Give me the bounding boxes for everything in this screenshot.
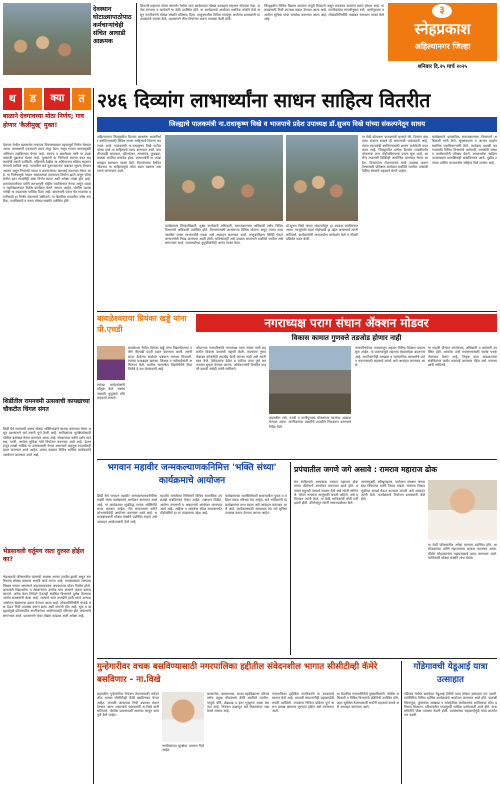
story-mid-right-photo <box>428 480 497 540</box>
story-mid-right-text-2: व्यसनमुक्ती, स्त्रीभ्रूणहत्या, पर्यावरण संरक्षण यांसारख्या विषयांवर त्यांनी विचार मांडले. संतांच्या शिकवणुकीचा आदर्श घेऊन वाटचाल करावी असे आवाहन त्यांनी केले. कार्यक्रमाचे नियोजन ग्रामस्थांनी केले होते. <box>361 480 425 502</box>
story-mid-left-text-2: महावीर जयंतीच्या निमित्ताने विविध सामाजिक उपक्रमही राबविण्यात येणार आहेत. रक्तदान शिबिर, आरोग्य तपासणी व अन्नदानाचे आयोजन करण्यात आले आहे. अहिंसा व शांततेचा संदेश समाजापर्यंत पोहोचविणे हा या उपक्रमाचा उद्देश आहे. <box>160 494 222 516</box>
logo-box <box>388 3 497 61</box>
left-column-divider <box>93 88 94 784</box>
story-mid-left-title: भगवान महावीर जन्मकल्याणकनिमित्त 'भक्ति संध्या' कार्यक्रमाचे आयोजन <box>107 463 277 486</box>
story-bottom-left-text-5: या बैठकीस नगरपालिकेचे मुख्याधिकारी, पोलीस अधिकारी व विविध विभागांचे प्रतिनिधी उपस्थित होते. शहर सुरक्षित ठेवण्यासाठी सर्वांनी सहकार्य करावे असे आवाहन करण्यात आले. <box>337 692 399 709</box>
logo-number: ३ <box>432 4 452 18</box>
tag-letter-1: थ <box>3 88 22 110</box>
tag-strip <box>3 88 91 110</box>
story-bottom-left-photo <box>162 692 204 742</box>
logo-subtitle: अहिल्यानगर जिल्हा <box>414 42 471 51</box>
main-story-col-1: अहिल्यानगर जिल्ह्यातील दिव्यांग बांधवांना आत्मनिर्भर बनविण्यासाठी विविध साधन साहित्याचे वितरण करण्यात आले. पालकमंत्री ना.राधाकृष्ण विखे पाटील यांच्या हस्ते या साहित्याचे वाटप करण्यात आले. यात तीनचाकी सायकल, व्हीलचेअर, श्रवणयंत्र, कुबड्या, काठ्या आदींचा समावेश होता. लाभार्थ्यांनी या उपक्रमाबद्दल समाधान व्यक्त केले. दिव्यांगांच्या दैनंदिन जीवनात या साहित्यामुळे मोठा बदल घडणार असल्याचे सांगण्यात आले. <box>97 135 161 174</box>
left-story-text-3: भेडसावली परिसरातील रस्त्याची अवस्था अत्यंत दयनीय झाली असून नागरिकांना मोठ्या त्रासाला सामोरे जावे लागत आहे. पावसाळ्यात रस्त्यावर चिखल साचत असल्याने वाहनचालकांना अपघाताचा धोका निर्माण होतो. शाळकरी विद्यार्थ्यांना व शेतकऱ्यांना दररोज याच रस्त्याने प्रवास करावा लागतो. अनेक वेळा निवेदने देऊनही संबंधित विभागाने दुर्लक्ष केल्याचा आरोप ग्रामस्थांनी केला आहे. रस्त्याचे काम तातडीने हाती घ्यावे अन्यथा आंदोलन छेडण्याचा इशारा देण्यात आला आहे. लोकप्रतिनिधींनी याकडे लक्ष देऊन निधी उपलब्ध करून द्यावा अशी मागणी होत आहे. धूळ व खड्ड्यांमुळे परिसरातील नागरिकांच्या आरोग्यावरही परिणाम होत असल्याचे सांगण्यात आले. प्रशासनाने यावर तोडगा काढावा अशी अपेक्षा आहे. <box>3 575 91 618</box>
column-divider <box>136 3 137 85</box>
story-left-text: बावळेश्वर येथील प्रियंका खड्डे यांना विद्यापीठाच्या वतीने पीएचडी पदवी प्रदान करण्यात आली. त्यांनी सादर केलेल्या संशोधन प्रबंधास मान्यता मिळाली. त्यांच्या यशाबद्दल ग्रामस्थ, शिक्षक व नातेवाईकांनी अभिनंदन केले. ग्रामीण भागातील विद्यार्थिनीने मिळविलेले हे यश प्रेरणादायी आहे. <box>128 346 192 372</box>
author-photo <box>97 346 125 380</box>
main-subhead: जिल्ह्याचे पालकमंत्री ना.राधाकृष्ण विखे व भाजपाचे प्रदेश उपाध्यक्ष डॉ.सुजय विखे यांच्या संकल्पनेतून साधय <box>168 120 426 128</box>
main-story-col-5: कार्यक्रमाचे प्रास्ताविक समाजकल्याण विभागाचे अधिकारी यांनी केले. सूत्रसंचालन व आभार प्रदर्शन स्थानिक पदाधिकाऱ्यांनी केले. कार्यक्रम यशस्वी करण्यासाठी विविध विभागांचे कर्मचारी, स्वयंसेवी संस्था व कार्यकर्त्यांनी परिश्रम घेतले. लाभार्थ्यांना साहित्य वापराबाबत प्रात्यक्षिकही दाखविण्यात आले. पुढील टप्प्यात उर्वरित लाभार्थ्यांना साहित्य दिले जाणार आहे. <box>432 135 497 165</box>
story-right-title-bar <box>196 314 497 332</box>
story-bottom-left-title: गुन्हेगारीवर वचक बसविण्यासाठी नगरपालिका हद्दीतील संवेदनशील भागात सीसीटीव्ही कॅमेरे बसविणार - ना.विखे <box>97 662 378 685</box>
masthead-news-text-1: शिवाजी महाराज यांच्या संगमनेर येथील भव्य कार्यक्रमात मोठ्या उत्साहात सहभाग नोंदवला गेला. अनेक मान्यवर व कार्यकर्ते या वेळी उपस्थित होते. या कार्यक्रमाचे आयोजन स्थानिक संस्थेने केले असून नागरिकांनी मोठ्या संख्येने प्रतिसाद दिला. तालुक्यातील विविध गावांतून आलेल्या ग्रामस्थांनी या उपक्रमाचे स्वागत केले. प्रशासनाने योग्य नियोजन करून व्यवस्था केली होती. <box>140 4 260 21</box>
story-right-subtitle: विकास कामात गुणवत्ते तडजोड होणार नाही <box>291 334 402 342</box>
story-bottom-right-title: गोंडेगावची येडूआई यात्रा उत्साहात <box>413 662 488 685</box>
bottom-column-divider <box>401 661 402 784</box>
main-story-col-4: या वेळी बोलताना पालकमंत्री म्हणाले की, दिव्यांग बांधवांचा सन्मान राखणे ही समाजाची जबाबदारी आहे. त्यांना स्वावलंबी बनविण्यासाठी शासन सर्वतोपरी मदत करत आहे. जिल्ह्यातील प्रत्येक दिव्यांग व्यक्तीपर्यंत योजनांचा लाभ पोहोचविण्याचा प्रयत्न सुरू आहे. आरोग्य तपासणी शिबिरेही आयोजित करण्यात येणार आहेत. दिव्यांगांना रोजगाराच्या संधी उपलब्ध करून देण्यासाठी प्रशिक्षण कार्यक्रम राबविले जातील. यासाठी विविध संस्थांचे सहकार्य घेतले जाईल. <box>362 135 428 174</box>
tag-letter-4: त <box>72 88 91 110</box>
story-right-title: नगराध्यक्ष पराग संधान ॲक्शन मोडवर <box>264 316 429 330</box>
main-story-col-2: कार्यक्रमास जिल्हाधिकारी, मुख्य कार्यकारी अधिकारी, समाजकल्याण अधिकारी तसेच विविध विभागांचे अधिकारी उपस्थित होते. दिव्यांगांसाठी शासनाच्या विविध योजना असून त्याचा लाभ जास्तीत जास्त लाभार्थ्यांनी घ्यावा असे आवाहन करण्यात आले. तालुकानिहाय शिबिरे घेऊन लाभार्थ्यांची निवड करण्यात आली होती. भविष्यातही असे उपक्रम सातत्याने राबविले जातील असे सांगण्यात आले. लाभार्थ्यांच्या कुटुंबीयांनीही आनंद व्यक्त केला. <box>165 224 283 246</box>
story-right-text-1: कोपरगाव नगरपरिषदेचे नगराध्यक्ष पराग संधान यांनी शहरातील विकास कामांची पाहणी केली. कामाच्या गुणवत्तेबाबत कोणतीही तडजोड केली जाणार नाही असे त्यांनी स्पष्ट केले. ठेकेदारांना वेळेत व दर्जेदार काम पूर्ण करण्याच्या सूचना देण्यात आल्या. अधिकाऱ्यांनी नियमित पाहणी करावी असेही त्यांनी सांगितले. <box>196 346 266 372</box>
story-bottom-left-text-4: नगरपालिका हद्दीतील नागरिकांनी या उपक्रमाचे स्वागत केले आहे. व्यापारी संघटनांनीही सहकार्याची तयारी दर्शविली. लवकरच निविदा प्रक्रिया पूर्ण करून प्रत्यक्ष कामाला सुरुवात होईल असे सांगण्यात आले. <box>272 692 334 714</box>
section-divider-3 <box>97 658 497 659</box>
main-story-photo-2 <box>286 135 358 221</box>
story-mid-left-text-1: शिर्डी येथे भगवान महावीर जन्मकल्याणकनिमित्त भक्ती संध्या कार्यक्रमाचे आयोजन करण्यात आले आहे. या कार्यक्रमात सुप्रसिद्ध गायक भक्तिगीते सादर करणार आहेत. जैन समाजाच्या वतीने शोभायात्रेचेही आयोजन करण्यात आले आहे. समाजबांधवांनी मोठ्या संख्येने उपस्थित राहावे असे आवाहन आयोजकांनी केले आहे. <box>97 494 157 524</box>
left-subheadline-2: भेडसावली धर्तूमय रस्ता दुरुस्त होईल का? <box>3 548 85 564</box>
section-divider-2 <box>97 459 497 460</box>
left-top-headline: देवस्थान घोटाळ्यापाठोपाठ कर्मचाऱ्यांचेही संचित आघाडी आक्रमक <box>93 6 132 45</box>
story-mid-right-text-1: संत साहित्याचे अभ्यासक रामराव महाराज ढोक यांच्या कीर्तनाचे आयोजन करण्यात आले होते. प्रपंचात राहूनही परमार्थ साधता येतो असे त्यांनी सांगितले. जीवन जगताना माणुसकी जपली पाहिजे, असे प्रतिपादन त्यांनी केले. या वेळी भाविकांची मोठी गर्दी झाली होती. कीर्तनातून त्यांनी समाजप्रबोधन केले. <box>294 480 358 506</box>
logo-title: स्नेहप्रकाश <box>414 20 471 38</box>
story-left-title: बावळेश्वराचा प्रियंका खड्डे यांना पी.एचडी <box>97 314 187 334</box>
story-right-text-4: या पाहणी दौऱ्यात नगरसेवक, अधिकारी व कर्मचारी उपस्थित होते. कामांचा दर्जा तपासण्यासाठी स्वतंत्र पथक नेमण्यात येणार आहे. निकृष्ट काम आढळल्यास संबंधितांवर कठोर कारवाई करण्यात येईल असे नगराध्यक्षांनी सांगितले. <box>428 346 497 368</box>
story-bottom-right-text: गोंडेगाव येथील ग्रामदैवत येडूआई देवीची यात्रा मोठ्या उत्साहात पार पडली. यात्रेनिमित्त विविध धार्मिक कार्यक्रमांचे आयोजन करण्यात आले होते. पालखी मिरवणूक, कुस्त्यांचा आखाडा व सांस्कृतिक कार्यक्रमांना भाविकांचा मोठा प्रतिसाद मिळाला. परिसरातील गावांतूनही भाविक दर्शनासाठी आले होते. यात्रा समितीने चोख व्यवस्था ठेवली होती. ग्रामस्थांच्या सहकार्यामुळे यात्रा शांततेत पार पडली. <box>404 692 497 718</box>
date-line: शनिवार दि.२५ मार्च २०२५ <box>417 64 468 70</box>
left-headline: बाळाने देवगावच्या मोठा निर्णय; गाव होणार 'कैलीमुख्' मुक्त! <box>3 113 84 129</box>
left-story-text-1: देवगाव येथील ग्रामसभेत गावाच्या विकासाबाबत महत्त्वपूर्ण निर्णय घेण्यात आला. ग्रामस्थांनी एकमताने ठराव मंजूर केला असून गावात व्यसनमुक्ती अभियान राबविण्यात येणार आहे. सरपंच व ग्रामसेवक यांनी या उपक्रमासाठी पुढाकार घेतला आहे. युवकांनी या निर्णयाचे स्वागत करत सहकार्याची तयारी दर्शविली. महिलांनी देखील या अभियानात सक्रिय सहभाग घेण्याचे ठरविले आहे. गावातील सर्व दुकानदारांना याबाबत सूचना देण्यात आल्या असून नियमांचे पालन न करणाऱ्यांवर कारवाई करण्यात येणार आहे. या निर्णयामुळे गावात सकारात्मक वातावरण निर्माण झाले असून परिसरातील इतर गावांनीही असा निर्णय घ्यावा अशी अपेक्षा व्यक्त होत आहे. ग्रामपंचायतीच्या वतीने जनजागृती मोहीम राबविण्यात येणार असून शाळा व महाविद्यालयांत विशेष कार्यक्रम घेतले जाणार आहेत. पोलीस प्रशासनानेही या उपक्रमास पाठिंबा दिला आहे. ग्रामस्थांनी एकत्र येत गावाच्या प्रगतीसाठी हा निर्णय घेतल्याचे सांगितले. या बैठकीस गावातील ज्येष्ठ नागरिक, पदाधिकारी व तरुण मोठ्या संख्येने उपस्थित होते. <box>3 143 91 203</box>
story-bottom-left-text-1: शहरातील गुन्हेगारीवर नियंत्रण ठेवण्यासाठी संवेदनशील भागात सीसीटीव्ही कॅमेरे बसविण्यात येणार आहेत. यासाठी आवश्यक निधी उपलब्ध करून देण्यात आला असल्याचे पालकमंत्री ना.विखे यांनी सांगितले. पोलीस प्रशासनाशी समन्वय साधून काम पूर्ण केले जाईल. <box>97 692 159 718</box>
story-left-text-2: त्यांच्या मार्गदर्शकांनी कौतुक केले. संशोधनासाठी कुटुंबाचे मोठे सहकार्य लाभले. <box>97 383 125 400</box>
story-mid-right-text-3: या वेळी परिसरातील अनेक मान्यवर उपस्थित होते. आयोजकांच्या वतीने महाराजांचा सत्कार करण्यात आला. कीर्तन सोहळ्यानंतर महाप्रसादाचे वाटप करण्यात आले. भाविकांनी मोठ्या संख्येने लाभ घेतला. <box>428 543 497 560</box>
masthead-news-text-2: जिल्ह्यातील विविध विकास कामांना मंजुरी मिळाली असून लवकरच कामांना प्रारंभ होणार आहे. या कामांसाठी निधी उपलब्ध करून देण्यात आला आहे. नागरिकांच्या मागणीनुसार रस्ते, पाणीपुरवठा व आरोग्य सुविधा यांचा समावेश करण्यात आला आहे. लोकप्रतिनिधींनी याबाबत समाधान व्यक्त केले आहे. <box>264 4 384 21</box>
story-mid-right-title: प्रपंचातील जगणे जगे असावे : रामराव महाराज ढोक <box>294 465 438 474</box>
story-right-text-3: नगरपरिषदेच्या माध्यमातून शहरात विविध विकास प्रकल्प सुरू आहेत. या प्रकल्पांमुळे शहराचा चेहरामोहरा बदलणार आहे. नागरिकांनीही स्वच्छता व सार्वजनिक मालमत्तेचे जतन करण्यासाठी सहकार्य करावे असे आवाहन करण्यात आले. <box>355 346 425 368</box>
story-bottom-left-text-2: नागरिकांच्या सुरक्षेला प्राधान्य दिले जाईल. <box>162 744 204 753</box>
section-divider <box>97 311 497 312</box>
mid-column-divider <box>290 462 291 655</box>
tag-letter-3: क्या <box>44 88 70 110</box>
main-subhead-bar <box>97 117 497 132</box>
top-left-photo <box>3 3 91 75</box>
main-story-photo-1 <box>165 135 283 221</box>
main-headline: २४६ दिव्यांग लाभार्थ्यांना साधन साहित्य वितरीत <box>97 89 431 112</box>
story-right-photo <box>269 346 351 414</box>
story-bottom-left-text-3: बाजारपेठ, बसस्थानक, शाळा-महाविद्यालय परिसर तसेच प्रमुख चौकांमध्ये कॅमेरे बसविले जातील. यामुळे चोरी, छेडछाड व इतर गुन्ह्यांना आळा बसणार आहे. नियंत्रण कक्षातून सर्व ठिकाणांवर लक्ष ठेवले जाणार आहे. <box>207 692 269 714</box>
main-story-col-3: डॉ.सुजय विखे यांच्या संकल्पनेतून हा उपक्रम राबविण्यात आला. गरजूंपर्यंत मदत पोहोचावी हा उद्देश असल्याचे त्यांनी सांगितले. कार्यकर्त्यांनी लाभार्थ्यांना मार्गदर्शन केले व नोंदणी प्रक्रियेत मदत केली. <box>286 224 358 241</box>
left-story-text-2: शिर्डी येथे रामनवमी उत्सव मोठ्या भक्तिभावाने साजरा करण्यात येणार असून प्रशासनाने सर्व तयारी पूर्ण केली आहे. भाविकांच्या सुरक्षिततेसाठी पोलीस बंदोबस्त तैनात करण्यात आला आहे. संस्थानच्या वतीने दर्शन व्यवस्था, पाणी, आरोग्य सुविधा यांचे नियोजन करण्यात आले आहे. देशभरातून लाखो भाविक या उत्सवासाठी येणार असल्याने वाहतूक व्यवस्थेतही बदल करण्यात आले आहेत. उत्सव काळात विविध धार्मिक कार्यक्रमांचे आयोजन करण्यात आले आहे. <box>3 427 91 457</box>
left-subheadline-1: शिर्डीतील रामनवमी उत्सवाची कायद्याच्या चौकटीत चिंगल संगत <box>3 398 90 414</box>
story-mid-left-text-3: कार्यक्रमाच्या यशस्वितेसाठी समाजातील युवक व महिला मंडळ परिश्रम घेत आहेत. सर्व भाविकांनी या कार्यक्रमाचा लाभ घ्यावा असे आवाहन करण्यात आले आहे. कार्यक्रमस्थळी आवश्यक त्या सर्व सुविधा उपलब्ध करून देण्यात आल्या आहेत. <box>225 494 287 516</box>
story-right-text-2: शहरातील रस्ते, गटारी व पाणीपुरवठा योजनांच्या कामांचा आढावा घेण्यात आला. नागरिकांच्या तक्रारींचे तातडीने निराकरण करण्याचे निर्देश दिले. <box>269 416 351 429</box>
tag-letter-2: ड <box>24 88 43 110</box>
